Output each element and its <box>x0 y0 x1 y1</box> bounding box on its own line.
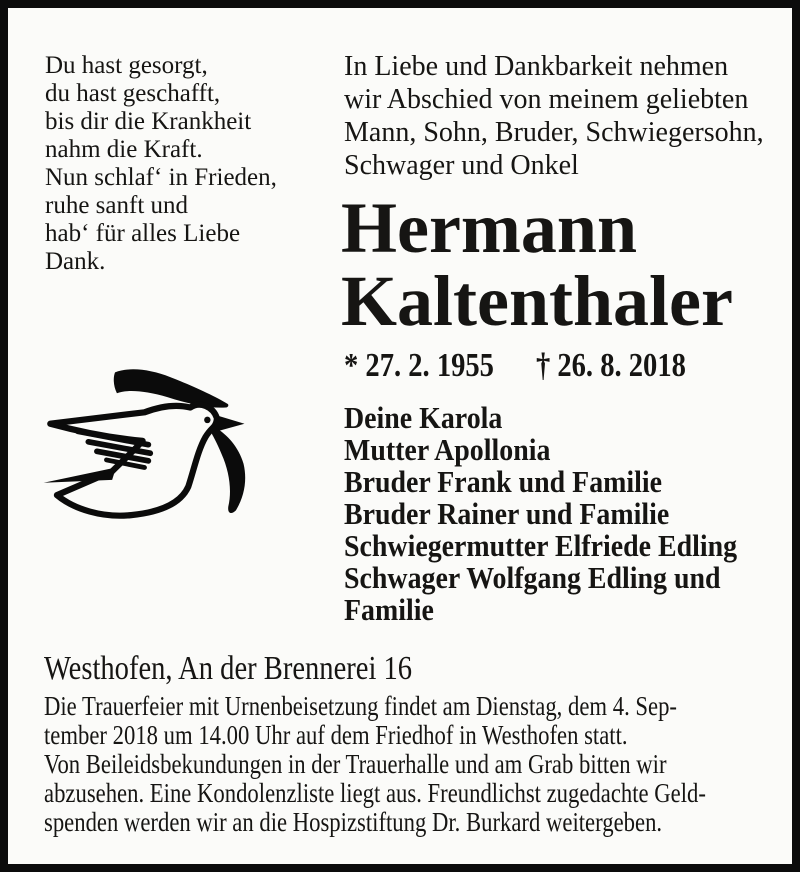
deceased-last-name: Kaltenthaler <box>341 261 733 341</box>
poem-line: du hast geschafft, <box>45 80 221 107</box>
funeral-details <box>44 692 706 837</box>
mourner-line: Bruder Rainer und Familie <box>344 496 670 531</box>
mourner-line: Bruder Frank und Familie <box>344 464 663 499</box>
mourner-line: Schwiegermutter Elfriede Edling <box>344 528 738 563</box>
deceased-first-name: Hermann <box>341 188 637 268</box>
funeral-line: tember 2018 um 14.00 Uhr auf dem Friedhof in Westhofen statt. <box>44 720 628 750</box>
poem-line: hab‘ für alles Liebe <box>45 220 241 247</box>
intro-line: Schwager und Onkel <box>344 150 579 181</box>
mourner-line: Mutter Apollonia <box>344 432 551 467</box>
life-dates <box>344 348 686 384</box>
poem-line: Nun schlaf‘ in Frieden, <box>45 164 277 191</box>
birth-date: * 27. 2. 1955 <box>344 347 494 384</box>
deceased-name <box>341 188 733 341</box>
poem-line: nahm die Kraft. <box>45 136 203 163</box>
intro-text <box>344 50 764 182</box>
condolence-poem <box>45 52 277 276</box>
poem-line: bis dir die Krankheit <box>45 108 252 135</box>
intro-line: wir Abschied von meinem geliebten <box>344 84 749 115</box>
dove-icon <box>36 362 274 534</box>
intro-line: Mann, Sohn, Bruder, Schwiegersohn, <box>344 117 764 148</box>
mourner-line: Deine Karola <box>344 400 503 435</box>
poem-line: Dank. <box>45 248 106 275</box>
address-line: Westhofen, An der Brennerei 16 <box>44 650 413 687</box>
mourners-list <box>344 402 737 626</box>
funeral-line: Die Trauerfeier mit Urnenbeisetzung findet am Dienstag, dem 4. Sep- <box>44 691 677 721</box>
death-date: † 26. 8. 2018 <box>535 347 686 384</box>
intro-line: In Liebe und Dankbarkeit nehmen <box>344 51 729 82</box>
funeral-line: abzusehen. Eine Kondolenzliste liegt aus. Freundlichst zugedachte Geld- <box>44 778 706 808</box>
poem-line: Du hast gesorgt, <box>45 52 208 79</box>
funeral-line: spenden werden wir an die Hospizstiftung Dr. Burkard weitergeben. <box>44 807 663 837</box>
mourner-line: Familie <box>344 592 434 627</box>
poem-line: ruhe sanft und <box>45 192 189 219</box>
funeral-line: Von Beileidsbekundungen in der Trauerhalle und am Grab bitten wir <box>44 749 667 779</box>
mourner-line: Schwager Wolfgang Edling und <box>344 560 721 595</box>
